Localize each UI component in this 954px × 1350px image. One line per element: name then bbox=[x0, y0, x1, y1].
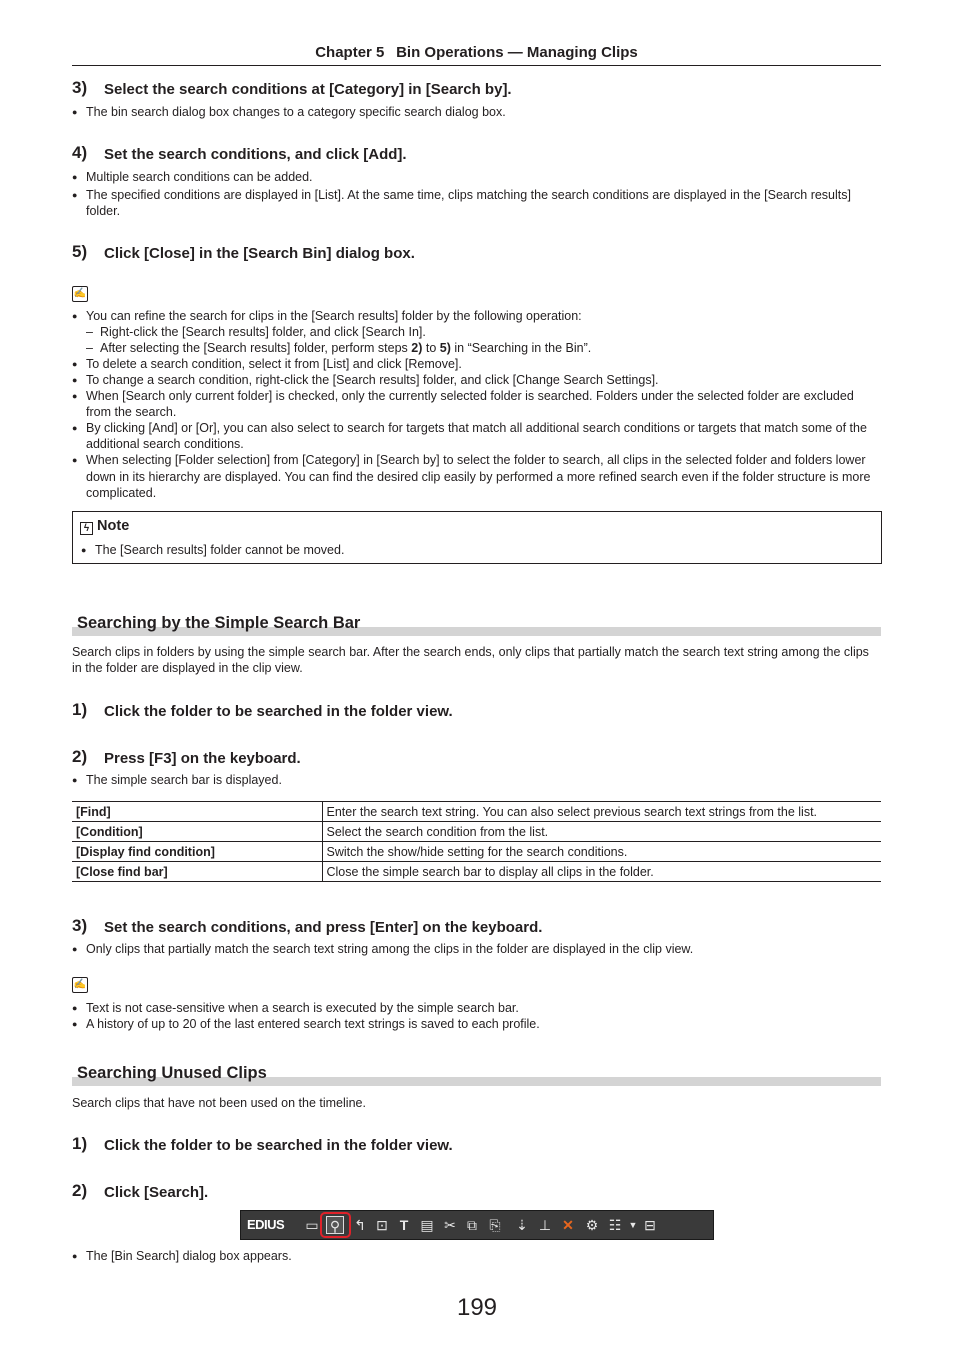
bullet-item: ● By clicking [And] or [Or], you can also select to search for targets that match all additional search conditions or targets that match some of the additional search conditions. bbox=[72, 421, 867, 451]
folder-view-icon[interactable]: ▭ bbox=[305, 1217, 319, 1233]
bullet-icon: ● bbox=[72, 172, 78, 182]
bullet-icon: ● bbox=[72, 944, 78, 954]
copy-icon[interactable]: ⧉ bbox=[467, 1217, 477, 1233]
note-box bbox=[72, 511, 882, 564]
note-icon: ϟ bbox=[80, 522, 93, 535]
folder-icon[interactable]: ⊡ bbox=[376, 1217, 388, 1233]
page-number: 199 bbox=[456, 1294, 498, 1321]
bullet-icon: ● bbox=[72, 455, 78, 465]
bullet-icon: ● bbox=[72, 1003, 78, 1013]
bullet-icon: ● bbox=[72, 375, 78, 385]
bin-toolbar bbox=[240, 1210, 714, 1240]
bullet-item: ● Multiple search conditions can be added. bbox=[72, 170, 313, 184]
step-number: 2) bbox=[72, 1181, 88, 1200]
sub-item: – After selecting the [Search results] folder, perform steps 2) to 5) in “Searching in the Bin”. bbox=[86, 341, 592, 355]
step-number: 1) bbox=[72, 700, 88, 719]
cut-icon[interactable]: ✂ bbox=[444, 1217, 456, 1233]
bullet-icon: ● bbox=[72, 423, 78, 433]
step-text: Select the search conditions at [Category] in [Search by]. bbox=[104, 81, 512, 98]
bullet-icon: ● bbox=[72, 391, 78, 401]
bullet-item: ● When selecting [Folder selection] from [Category] in [Search by] to select the folder to search, all clips in the selected folder and folders lower down in its hierarchy are displayed. You can find the desired clip easily by performed a more refined search even if the folder structure is more complicated. bbox=[72, 453, 871, 500]
bullet-icon: ● bbox=[72, 1019, 78, 1029]
step-text: Click [Search]. bbox=[104, 1184, 209, 1201]
find-bar-table bbox=[72, 801, 881, 882]
tip-icon: ✍ bbox=[72, 977, 88, 993]
search-icon[interactable]: ⚲ bbox=[326, 1216, 344, 1234]
bullet-item: ● You can refine the search for clips in the [Search results] folder by the following operation: bbox=[72, 309, 582, 323]
step-text: Set the search conditions, and click [Add]. bbox=[104, 146, 407, 163]
delete-icon[interactable]: ✕ bbox=[562, 1217, 574, 1233]
bullet-item: ● A history of up to 20 of the last entered search text strings is saved to each profile. bbox=[72, 1017, 540, 1031]
bullet-icon: ● bbox=[72, 107, 78, 117]
up-folder-icon[interactable]: ↰ bbox=[354, 1217, 366, 1233]
table-row: [Display find condition] Switch the show/hide setting for the search conditions. bbox=[72, 842, 881, 862]
step-number: 5) bbox=[72, 242, 88, 261]
bullet-item: ● The [Search results] folder cannot be moved. bbox=[81, 543, 345, 557]
section-intro: Search clips in folders by using the simple search bar. After the search ends, only clips that partially match the search text string among the clips in the folder are displayed in the clip view. bbox=[72, 645, 869, 675]
paste-icon[interactable]: ⎘ bbox=[489, 1217, 501, 1233]
color-bar-icon[interactable]: ▤ bbox=[420, 1217, 434, 1233]
bullet-item: ● To change a search condition, right-click the [Search results] folder, and click [Change Search Settings]. bbox=[72, 373, 659, 387]
bullet-item: ● The specified conditions are displayed in [List]. At the same time, clips matching the search conditions are displayed in the [Search results] folder. bbox=[72, 188, 851, 218]
bullet-icon: ● bbox=[81, 545, 87, 555]
table-row: [Close find bar] Close the simple search bar to display all clips in the folder. bbox=[72, 862, 881, 882]
table-row: [Condition] Select the search condition from the list. bbox=[72, 822, 881, 842]
title-icon[interactable]: T bbox=[399, 1217, 409, 1233]
bullet-icon: ● bbox=[72, 1251, 78, 1261]
section-heading: Searching by the Simple Search Bar bbox=[72, 614, 881, 636]
bullet-item: ● The simple search bar is displayed. bbox=[72, 773, 282, 787]
bullet-item: ● To delete a search condition, select it from [List] and click [Remove]. bbox=[72, 357, 462, 371]
sub-item: – Right-click the [Search results] folder, and click [Search In]. bbox=[86, 325, 426, 339]
bullet-icon: ● bbox=[72, 190, 78, 200]
step-text: Click the folder to be searched in the folder view. bbox=[104, 703, 453, 720]
search-highlight bbox=[320, 1212, 351, 1238]
bullet-item: ● When [Search only current folder] is checked, only the currently selected folder is searched. Folders under the selected folder are excluded from the search. bbox=[72, 389, 854, 419]
step-text: Set the search conditions, and press [Enter] on the keyboard. bbox=[104, 919, 543, 936]
step-number: 4) bbox=[72, 143, 88, 162]
bullet-icon: ● bbox=[72, 311, 78, 321]
bullet-item: ● Text is not case-sensitive when a search is executed by the simple search bar. bbox=[72, 1001, 519, 1015]
bullet-item: ● The [Bin Search] dialog box appears. bbox=[72, 1249, 292, 1263]
table-row: [Find] Enter the search text string. You can also select previous search text strings from the list. bbox=[72, 802, 881, 822]
bullet-item: ● Only clips that partially match the search text string among the clips in the folder are displayed in the clip view. bbox=[72, 942, 694, 956]
bullet-icon: ● bbox=[72, 775, 78, 785]
step-text: Click the folder to be searched in the folder view. bbox=[104, 1137, 453, 1154]
section-heading: Searching Unused Clips bbox=[72, 1064, 881, 1086]
note-heading: ϟ Note bbox=[80, 518, 129, 535]
chapter-header: Chapter 5 Bin Operations — Managing Clips bbox=[72, 44, 881, 66]
edius-logo: EDIUS bbox=[247, 1217, 285, 1232]
step-number: 3) bbox=[72, 916, 88, 935]
source-browser-icon[interactable]: ⊟ bbox=[644, 1217, 656, 1233]
section-intro: Search clips that have not been used on the timeline. bbox=[72, 1096, 366, 1110]
add-to-player-icon[interactable]: ⇣ bbox=[516, 1217, 528, 1233]
step-number: 1) bbox=[72, 1134, 88, 1153]
bullet-icon: ● bbox=[72, 359, 78, 369]
step-text: Press [F3] on the keyboard. bbox=[104, 750, 301, 767]
view-mode-icon[interactable]: ☷ bbox=[608, 1217, 622, 1233]
step-text: Click [Close] in the [Search Bin] dialog box. bbox=[104, 245, 415, 262]
step-number: 3) bbox=[72, 78, 88, 97]
step-number: 2) bbox=[72, 747, 88, 766]
chevron-down-icon[interactable]: ▼ bbox=[628, 1220, 638, 1230]
add-to-timeline-icon[interactable]: ⊥ bbox=[538, 1217, 552, 1233]
tip-icon: ✍ bbox=[72, 286, 88, 302]
bullet-item: ● The bin search dialog box changes to a category specific search dialog box. bbox=[72, 105, 506, 119]
properties-icon[interactable]: ⚙ bbox=[585, 1217, 599, 1233]
